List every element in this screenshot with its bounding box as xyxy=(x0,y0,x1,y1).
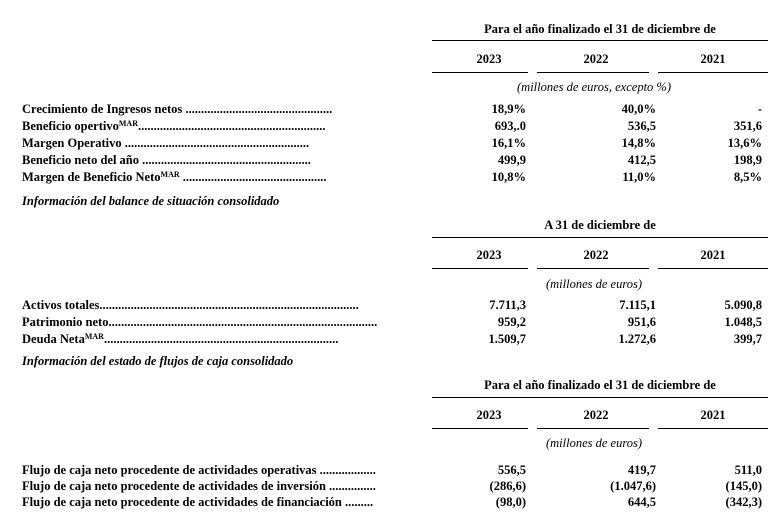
value-2023: (286,6) xyxy=(489,479,526,493)
table-row xyxy=(22,463,766,480)
cashflow-year-2022: 2022 xyxy=(583,408,609,422)
value-2021: 511,0 xyxy=(734,463,762,477)
value-2023: 7.711,3 xyxy=(489,298,526,312)
value-2021: (342,3) xyxy=(725,495,762,509)
income-year-2021: 2021 xyxy=(700,52,726,66)
value-2022: 412,5 xyxy=(627,153,656,167)
table-row xyxy=(22,119,766,136)
balance-year-2021: 2021 xyxy=(700,248,726,262)
row-label: Patrimonio neto...................................................................................... xyxy=(22,315,378,329)
value-2021: 5.090,8 xyxy=(724,298,762,312)
value-2023: 10,8% xyxy=(491,170,526,184)
cashflow-period-header: Para el año finalizado el 31 de diciembre de xyxy=(484,378,716,392)
mar-superscript: MAR xyxy=(118,119,138,128)
value-2023: 16,1% xyxy=(491,136,526,150)
table-row xyxy=(22,298,766,315)
income-units-note: (millones de euros, excepto %) xyxy=(517,80,671,94)
table-row xyxy=(22,315,766,332)
value-2021: 198,9 xyxy=(733,153,762,167)
balance-units-note: (millones de euros) xyxy=(545,277,643,291)
value-2023: 959,2 xyxy=(497,315,526,329)
value-2021: (145,0) xyxy=(725,479,762,493)
value-2023: 693,.0 xyxy=(494,119,526,133)
balance-year-2023: 2023 xyxy=(476,248,502,262)
table-row xyxy=(22,153,766,170)
income-year-2022: 2022 xyxy=(583,52,609,66)
table-row xyxy=(22,136,766,153)
value-2021: 13,6% xyxy=(727,136,762,150)
balance-header-rule xyxy=(432,237,768,238)
cashflow-header-rule xyxy=(432,397,768,398)
income-period-header: Para el año finalizado el 31 de diciembre de xyxy=(484,22,716,36)
value-2021: - xyxy=(757,102,762,116)
value-2022: 644,5 xyxy=(627,495,656,509)
row-label: Flujo de caja neto procedente de actividades de financiación ......... xyxy=(22,495,374,509)
row-label: Crecimiento de Ingresos netos ............................................... xyxy=(22,102,333,116)
income-header-rule xyxy=(432,40,768,41)
value-2023: 499,9 xyxy=(497,153,526,167)
cashflow-year-rule-3 xyxy=(658,428,768,429)
balance-year-rule-1 xyxy=(432,268,528,269)
value-2023: 1.509,7 xyxy=(488,332,526,346)
balance-year-rule-3 xyxy=(658,268,768,269)
value-2023: 18,9% xyxy=(491,102,526,116)
table-row xyxy=(22,170,766,187)
balance-year-rule-2 xyxy=(537,268,649,269)
value-2022: 1.272,6 xyxy=(618,332,656,346)
value-2022: 7.115,1 xyxy=(619,298,656,312)
cashflow-year-rule-2 xyxy=(537,428,649,429)
row-label: Beneficio neto del año ...................................................... xyxy=(22,153,311,167)
cashflow-section-title: Información del estado de flujos de caja consolidado xyxy=(22,354,294,368)
row-label: Deuda Neta$^{MAR}$........................................................................... xyxy=(22,332,339,346)
value-2023: 556,5 xyxy=(497,463,526,477)
cashflow-units-note: (millones de euros) xyxy=(545,436,643,450)
income-year-2023: 2023 xyxy=(476,52,502,66)
value-2023: (98,0) xyxy=(495,495,526,509)
income-year-rule-3 xyxy=(658,72,768,73)
value-2022: 11,0% xyxy=(622,170,656,184)
table-row xyxy=(22,102,766,119)
value-2022: (1.047,6) xyxy=(610,479,656,493)
row-label: Activos totales................................................................................... xyxy=(22,298,359,312)
row-label: Margen de Beneficio Neto$^{MAR}$ .............................................. xyxy=(22,170,327,184)
mar-superscript: MAR xyxy=(84,332,104,341)
table-row xyxy=(22,495,766,512)
balance-year-2022: 2022 xyxy=(583,248,609,262)
value-2022: 40,0% xyxy=(621,102,656,116)
value-2022: 419,7 xyxy=(627,463,656,477)
value-2021: 351,6 xyxy=(733,119,762,133)
row-label: Flujo de caja neto procedente de actividades operativas .................. xyxy=(22,463,376,477)
cashflow-year-2023: 2023 xyxy=(476,408,502,422)
cashflow-year-rule-1 xyxy=(432,428,528,429)
table-row xyxy=(22,332,766,349)
value-2022: 951,6 xyxy=(627,315,656,329)
value-2022: 536,5 xyxy=(627,119,656,133)
row-label: Margen Operativo ........................................................... xyxy=(22,136,310,150)
balance-section-title: Información del balance de situación consolidado xyxy=(22,194,280,208)
balance-period-header: A 31 de diciembre de xyxy=(544,218,656,232)
value-2021: 8,5% xyxy=(733,170,762,184)
table-row xyxy=(22,479,766,496)
row-label: Beneficio opertivo$^{MAR}$............................................................ xyxy=(22,119,326,133)
value-2022: 14,8% xyxy=(621,136,656,150)
value-2021: 1.048,5 xyxy=(724,315,762,329)
income-year-rule-2 xyxy=(537,72,649,73)
value-2021: 399,7 xyxy=(733,332,762,346)
income-year-rule-1 xyxy=(432,72,528,73)
cashflow-year-2021: 2021 xyxy=(700,408,726,422)
row-label: Flujo de caja neto procedente de actividades de inversión ............... xyxy=(22,479,376,493)
mar-superscript: MAR xyxy=(160,170,180,179)
